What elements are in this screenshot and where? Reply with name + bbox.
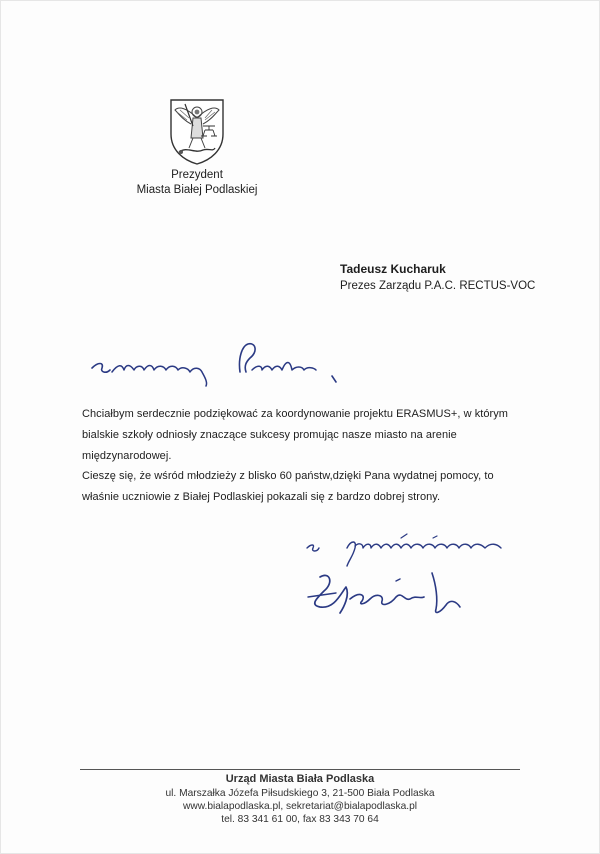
footer-office: Urząd Miasta Biała Podlaska	[225, 773, 375, 785]
sender-block	[112, 168, 282, 198]
coat-of-arms-icon	[165, 96, 229, 166]
body-paragraph-2: Cieszę się, że wśród młodzieży z blisko 60 państw,dzięki Pana wydatnej pomocy, to właśnie uczniowie z Białej Podlaskiej pokazali się z bardzo dobrej strony.	[82, 470, 494, 503]
handwritten-salutation	[90, 338, 360, 388]
sender-title: Prezydent	[171, 169, 223, 181]
footer	[80, 772, 520, 826]
recipient-position: Prezes Zarządu P.A.C. RECTUS-VOC	[340, 280, 536, 292]
footer-divider	[80, 769, 520, 770]
handwritten-closing	[305, 530, 505, 570]
recipient-block	[340, 261, 570, 295]
signature	[300, 565, 465, 625]
sender-city: Miasta Białej Podlaskiej	[136, 184, 258, 196]
footer-phones: tel. 83 341 61 00, fax 83 343 70 64	[221, 814, 379, 825]
body-paragraph-1: Chciałbym serdecznie podziękować za koordynowanie projektu ERASMUS+, w którym bialskie szkoły odniosły znaczące sukcesy promując nasze miasto na arenie międzynarodowej.	[82, 408, 509, 462]
recipient-name: Tadeusz Kucharuk	[340, 262, 446, 276]
footer-web-email: www.bialapodlaska.pl, sekretariat@bialapodlaska.pl	[182, 801, 418, 812]
footer-address: ul. Marszałka Józefa Piłsudskiego 3, 21-500 Biała Podlaska	[165, 788, 435, 799]
